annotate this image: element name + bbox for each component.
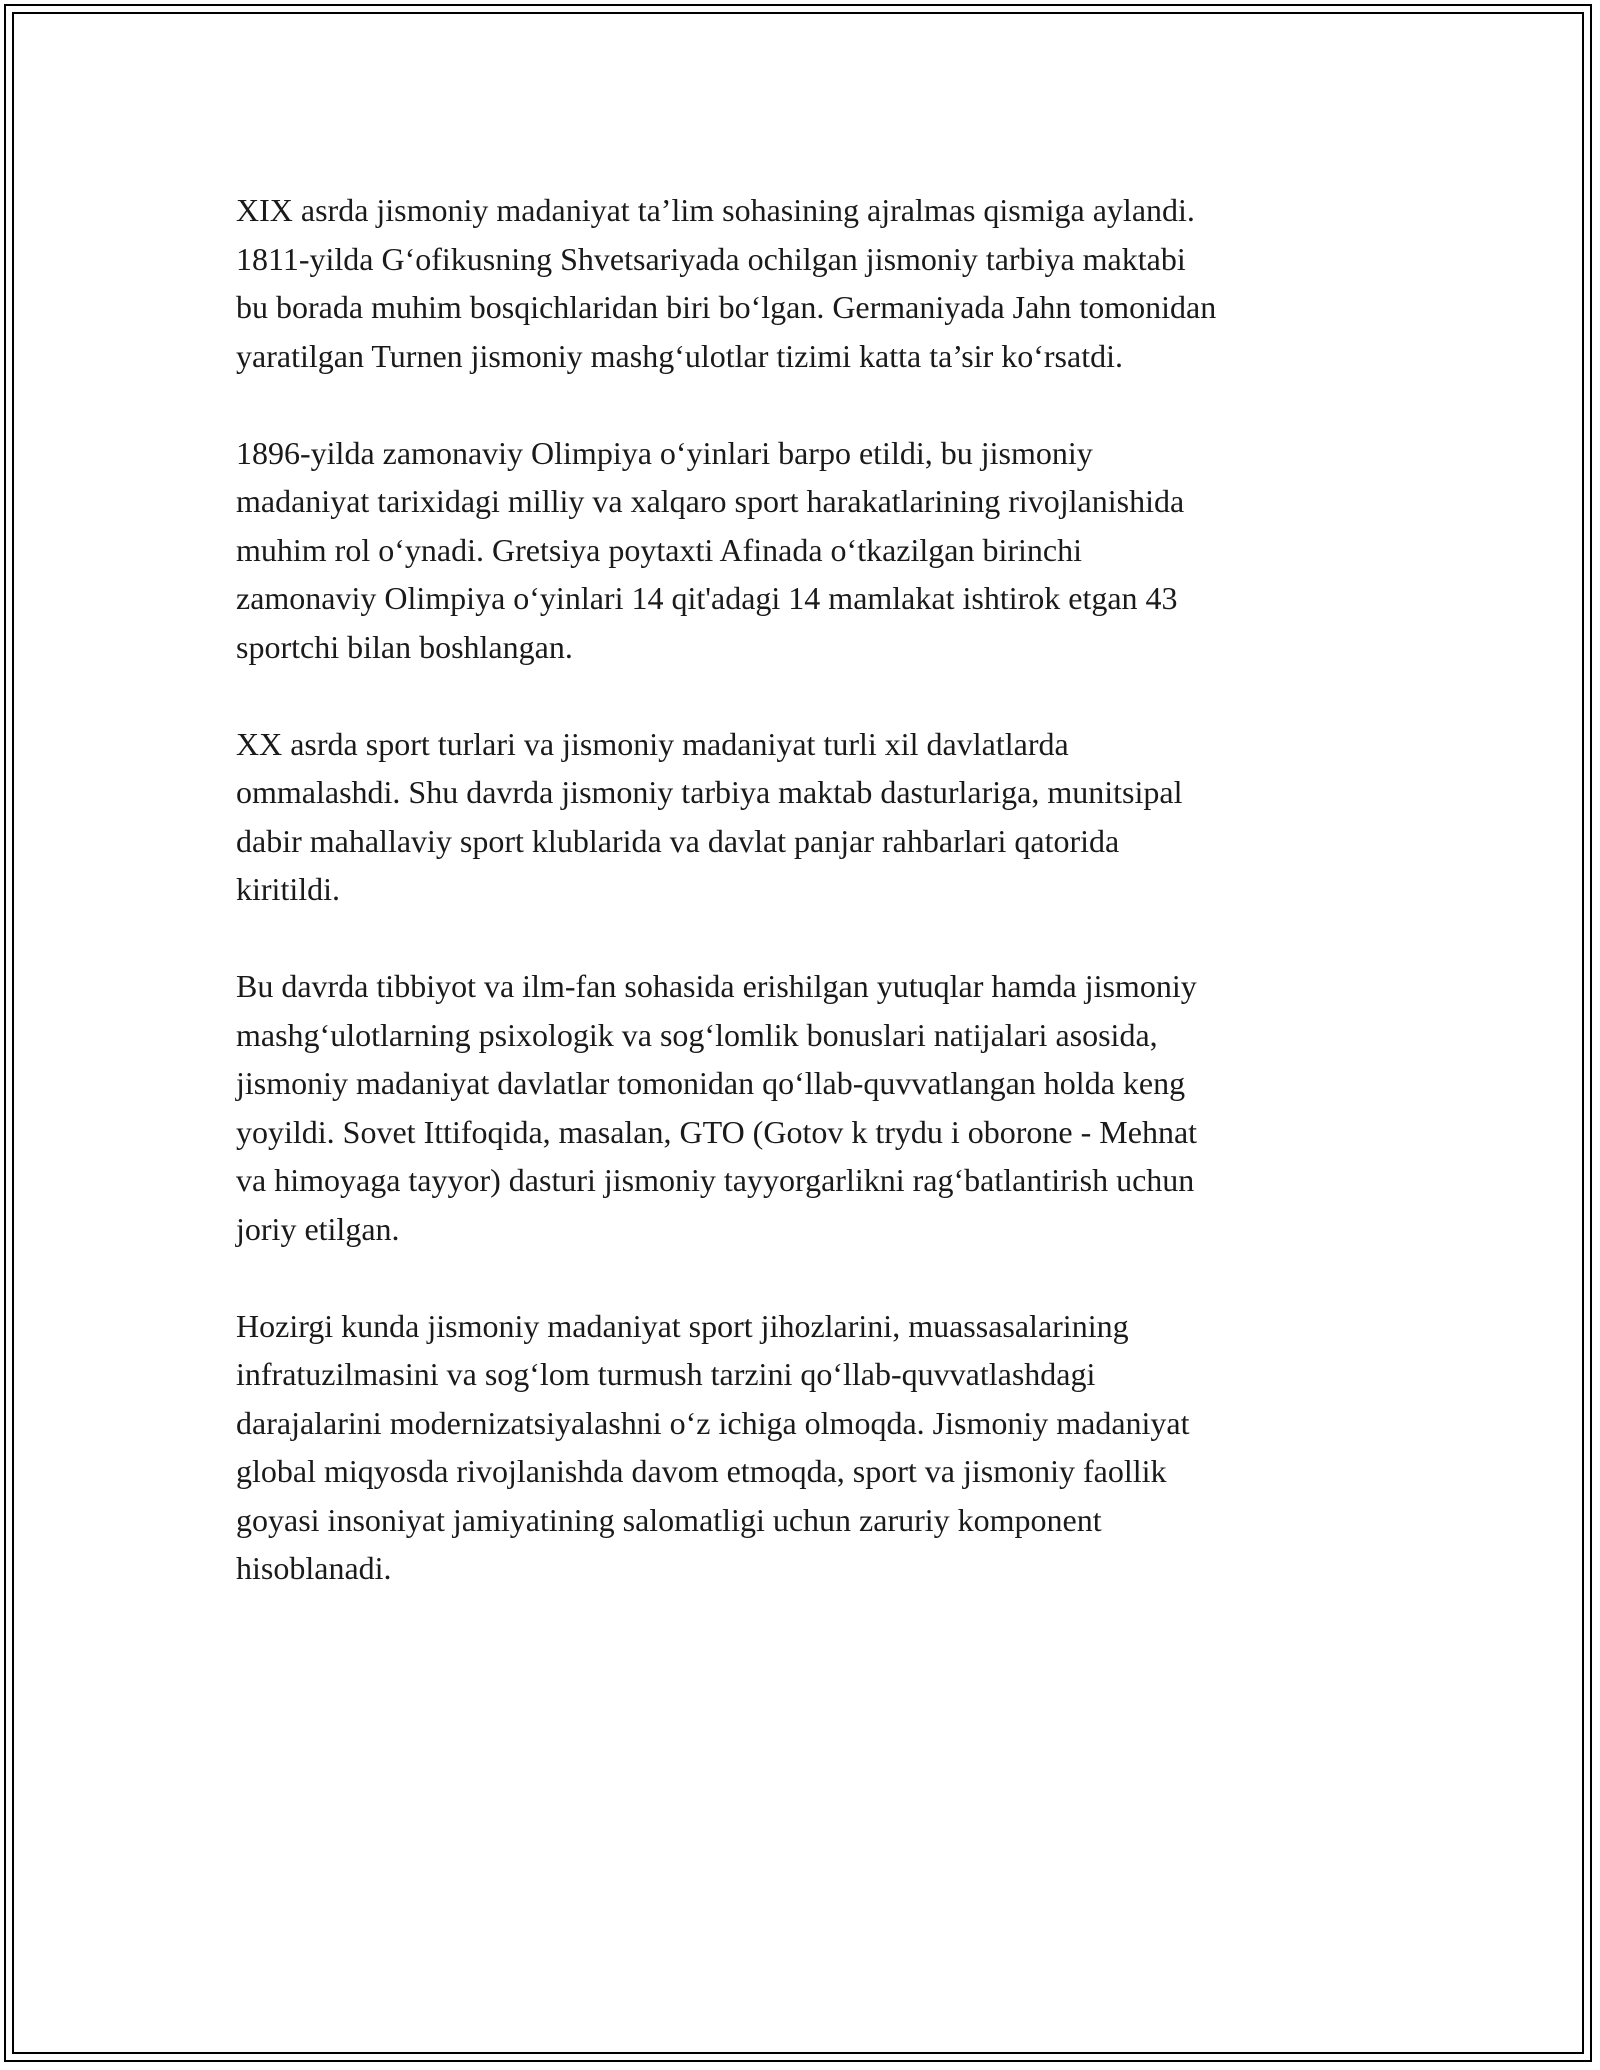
text-line: Hozirgi kunda jismoniy madaniyat sport jihozlarini, muassasalarining bbox=[236, 1307, 1129, 1344]
text-line: dabir mahallaviy sport klublarida va davlat panjar rahbarlari qatorida bbox=[236, 822, 1120, 859]
text-line: madaniyat tarixidagi milliy va xalqaro sport harakatlarining rivojlanishida bbox=[236, 483, 1185, 519]
text-line: yoyildi. Sovet Ittifoqida, masalan, GTO (Gotov k trydu i oborone - Mehnat bbox=[236, 1113, 1198, 1150]
document-body bbox=[236, 186, 1396, 1641]
text-line: 1896-yilda zamonaviy Olimpiya o‘yinlari barpo etildi, bu jismoniy bbox=[236, 434, 1093, 471]
paragraph-5 bbox=[236, 1302, 1396, 1593]
text-line: joriy etilgan. bbox=[236, 1210, 400, 1247]
text-line: Bu davrda tibbiyot va ilm-fan sohasida erishilgan yutuqlar hamda jismoniy bbox=[236, 968, 1197, 1004]
text-line: infratuzilmasini va sog‘lom turmush tarzini qo‘llab-quvvatlashdagi bbox=[236, 1356, 1096, 1392]
paragraph-1 bbox=[236, 186, 1396, 380]
text-line: muhim rol o‘ynadi. Gretsiya poytaxti Afinada o‘tkazilgan birinchi bbox=[236, 531, 1083, 568]
text-line: darajalarini modernizatsiyalashni o‘z ichiga olmoqda. Jismoniy madaniyat bbox=[236, 1404, 1190, 1441]
text-line: kiritildi. bbox=[236, 871, 340, 907]
text-line: mashg‘ulotlarning psixologik va sog‘lomlik bonuslari natijalari asosida, bbox=[236, 1016, 1158, 1053]
text-line: sportchi bilan boshlangan. bbox=[236, 628, 573, 665]
paragraph-4 bbox=[236, 962, 1396, 1253]
text-line: goyasi insoniyat jamiyatining salomatligi uchun zaruriy komponent bbox=[236, 1501, 1102, 1538]
text-line: bu borada muhim bosqichlaridan biri bo‘lgan. Germaniyada Jahn tomonidan bbox=[236, 289, 1217, 325]
paragraph-3 bbox=[236, 720, 1396, 914]
text-line: va himoyaga tayyor) dasturi jismoniy tayyorgarlikni rag‘batlantirish uchun bbox=[236, 1162, 1195, 1198]
text-line: XX asrda sport turlari va jismoniy madaniyat turli xil davlatlarda bbox=[236, 725, 1069, 762]
text-line: XIX asrda jismoniy madaniyat ta’lim sohasining ajralmas qismiga aylandi. bbox=[236, 192, 1195, 228]
text-line: global miqyosda rivojlanishda davom etmoqda, sport va jismoniy faollik bbox=[236, 1453, 1167, 1489]
text-line: jismoniy madaniyat davlatlar tomonidan qo‘llab-quvvatlangan holda keng bbox=[236, 1065, 1186, 1101]
text-line: ommalashdi. Shu davrda jismoniy tarbiya maktab dasturlariga, munitsipal bbox=[236, 774, 1183, 810]
text-line: hisoblanadi. bbox=[236, 1550, 392, 1586]
text-line: 1811-yilda G‘ofikusning Shvetsariyada ochilgan jismoniy tarbiya maktabi bbox=[236, 240, 1186, 277]
text-line: yaratilgan Turnen jismoniy mashg‘ulotlar tizimi katta ta’sir ko‘rsatdi. bbox=[236, 337, 1123, 374]
text-line: zamonaviy Olimpiya o‘yinlari 14 qit'adagi 14 mamlakat ishtirok etgan 43 bbox=[236, 580, 1178, 616]
paragraph-2 bbox=[236, 429, 1396, 672]
